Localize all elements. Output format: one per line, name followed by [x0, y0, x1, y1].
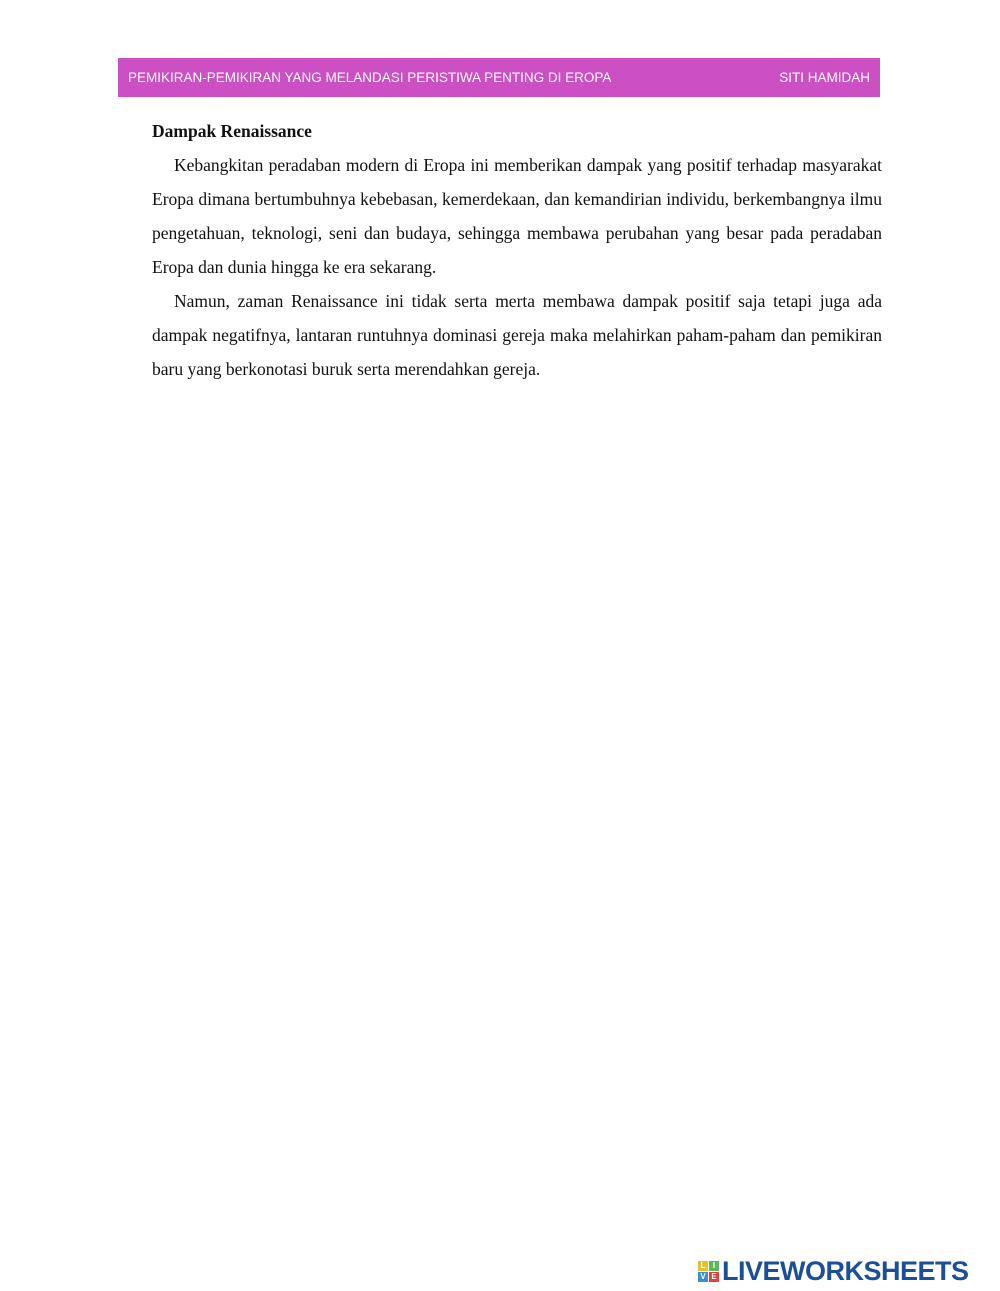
- logo-mark-letter: E: [709, 1272, 719, 1282]
- liveworksheets-logo: [698, 1257, 969, 1285]
- logo-mark-letter: L: [698, 1261, 708, 1271]
- section-heading: Dampak Renaissance: [152, 121, 312, 141]
- document-body: [152, 118, 882, 386]
- paragraph-1: Kebangkitan peradaban modern di Eropa ini memberikan dampak yang positif terhadap masyarakat Eropa dimana bertumbuhnya kebebasan, kemerdekaan, dan kemandirian individu, berkembangnya ilmu pengetahuan, teknologi, seni dan budaya, sehingga membawa perubahan yang besar pada peradaban Eropa dan dunia hingga ke era sekarang.: [152, 155, 882, 277]
- logo-mark-letter: V: [698, 1272, 708, 1282]
- paragraph-2: Namun, zaman Renaissance ini tidak serta merta membawa dampak positif saja tetapi juga ada dampak negatifnya, lantaran runtuhnya dominasi gereja maka melahirkan paham-paham dan pemikiran baru yang berkonotasi buruk serta merendahkan gereja.: [152, 291, 882, 379]
- document-title: PEMIKIRAN-PEMIKIRAN YANG MELANDASI PERISTIWA PENTING DI EROPA: [128, 70, 612, 85]
- logo-mark-letter: I: [709, 1261, 719, 1271]
- page-header: [118, 58, 880, 97]
- logo-mark-icon: [698, 1261, 719, 1282]
- logo-text: LIVEWORKSHEETS: [722, 1255, 969, 1286]
- author-name: SITI HAMIDAH: [779, 70, 870, 85]
